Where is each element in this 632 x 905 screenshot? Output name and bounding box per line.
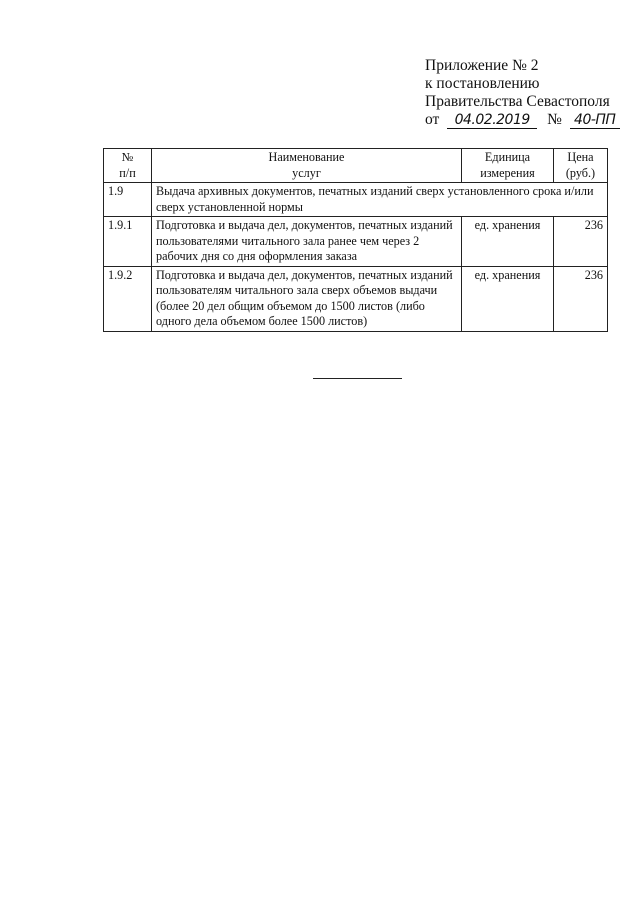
col-header-name: Наименование услуг bbox=[152, 149, 462, 183]
appendix-date-line bbox=[425, 111, 620, 129]
handwritten-number: 40-ПП bbox=[570, 113, 620, 129]
row-number: 1.9 bbox=[104, 183, 152, 217]
row-price: 236 bbox=[554, 266, 608, 331]
col-header-price: Цена (руб.) bbox=[554, 149, 608, 183]
appendix-title: Приложение № 2 bbox=[425, 57, 539, 74]
services-table bbox=[103, 148, 608, 332]
row-service-name: Подготовка и выдача дел, документов, печатных изданий пользователями читального зала ранее чем через 2 рабочих дня со дня оформления заказа bbox=[152, 217, 462, 267]
table-row bbox=[104, 266, 608, 331]
appendix-header bbox=[425, 57, 620, 129]
col-header-num: № п/п bbox=[104, 149, 152, 183]
appendix-subtitle: к постановлению bbox=[425, 75, 540, 92]
table-header-row bbox=[104, 149, 608, 183]
row-service-name: Выдача архивных документов, печатных изданий сверх установленного срока и/или сверх установленной нормы bbox=[152, 183, 608, 217]
appendix-issuer: Правительства Севастополя bbox=[425, 93, 610, 110]
row-number: 1.9.2 bbox=[104, 266, 152, 331]
from-label: от bbox=[425, 111, 440, 128]
row-unit: ед. хранения bbox=[462, 217, 554, 267]
row-number: 1.9.1 bbox=[104, 217, 152, 267]
row-price: 236 bbox=[554, 217, 608, 267]
table-row bbox=[104, 183, 608, 217]
row-service-name: Подготовка и выдача дел, документов, печатных изданий пользователям читального зала сверх объемов выдачи (более 20 дел общим объемом до 1500 листов (либо одного дела объемом более 1500 листов) bbox=[152, 266, 462, 331]
handwritten-date: 04.02.2019 bbox=[447, 113, 537, 129]
closing-divider bbox=[313, 378, 402, 379]
number-label: № bbox=[547, 111, 562, 128]
table-row bbox=[104, 217, 608, 267]
col-header-unit: Единица измерения bbox=[462, 149, 554, 183]
row-unit: ед. хранения bbox=[462, 266, 554, 331]
